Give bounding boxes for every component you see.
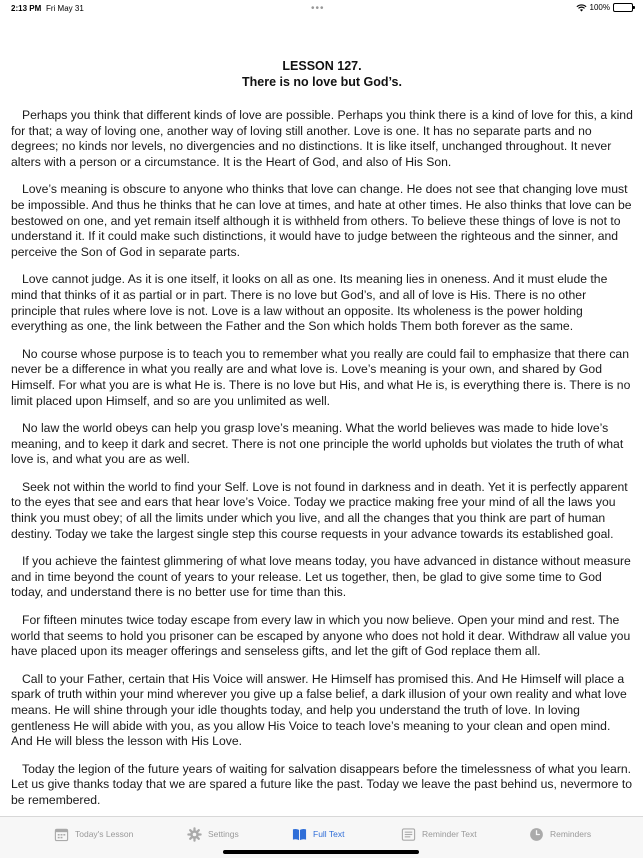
lesson-paragraph: If you achieve the faintest glimmering of what love means today, you have advanced in distance without measure and in time beyond the count of years to your release. Let us together, then, be glad to give some time to God today, and understand there is no better use for time than this. bbox=[11, 554, 631, 600]
gear-icon bbox=[187, 827, 202, 842]
lesson-paragraph: No course whose purpose is to teach you to remember what you really are could fail to emphasize that there can never be a difference in what you really are and what love is. Love’s meaning is your own, and shared by God Himself. For what you are is what He is. There is no love but His, and what He is, is everything there is. There is no limit placed upon Himself, and so are you unlimited as well. bbox=[11, 346, 631, 408]
status-date: Fri May 31 bbox=[46, 4, 84, 13]
document-icon bbox=[401, 827, 416, 842]
tab-full-text[interactable] bbox=[292, 825, 345, 843]
home-indicator[interactable] bbox=[223, 850, 419, 854]
book-icon bbox=[292, 827, 307, 842]
lesson-number: LESSON 127. bbox=[282, 59, 362, 73]
tab-reminder-text[interactable] bbox=[401, 825, 477, 843]
tab-label: Settings bbox=[208, 829, 239, 839]
tab-reminders[interactable] bbox=[529, 825, 591, 843]
status-bar bbox=[0, 0, 643, 18]
lesson-title: There is no love but God’s. bbox=[242, 75, 402, 89]
lesson-paragraph: Seek not within the world to find your Self. Love is not found in darkness and in death. Yet it is perfectly apparent to the eyes that see and ears that hear love’s Voice. Today we practice making free your mind of all the laws you think you must obey; of all the limits under which you live, and all the changes that you think are part of human destiny. Today we take the largest single step this course requests in your advance towards its established goal. bbox=[11, 479, 628, 541]
multitasking-dots-icon[interactable]: ••• bbox=[311, 3, 325, 14]
wifi-icon bbox=[576, 4, 587, 12]
tab-label: Full Text bbox=[313, 829, 345, 839]
lesson-paragraph: Call to your Father, certain that His Voice will answer. He Himself has promised this. And He Himself will place a spark of truth within your mind wherever you give up a false belief, a dark illusion of your own reality and what love means. He will shine through your idle thoughts today, and help you understand the truth of love. In loving gentleness He will abide with you, as you allow His Voice to teach love’s meaning to your clean and open mind. And He will bless the lesson with His Love. bbox=[11, 671, 627, 749]
lesson-header bbox=[11, 58, 633, 90]
tab-label: Reminder Text bbox=[422, 829, 477, 839]
battery-icon bbox=[613, 3, 633, 12]
tab-label: Today's Lesson bbox=[75, 829, 134, 839]
calendar-icon bbox=[54, 827, 69, 842]
lesson-paragraph: For fifteen minutes twice today escape from every law in which you now believe. Open your mind and rest. The world that seems to hold you prisoner can be escaped by anyone who does not hold it dear. Withdraw all value you have placed upon its meager offerings and senseless gifts, and let the gift of God replace them all. bbox=[11, 613, 631, 659]
tab-bar bbox=[0, 816, 643, 858]
lesson-paragraph: No law the world obeys can help you grasp love’s meaning. What the world believes was made to hide love’s meaning, and to keep it dark and secret. There is not one principle the world upholds but violates the truth of what love is, and what you are as well. bbox=[11, 421, 624, 467]
status-time: 2:13 PM bbox=[11, 4, 42, 13]
tab-todays-lesson[interactable] bbox=[54, 825, 133, 843]
tab-label: Reminders bbox=[550, 829, 592, 839]
clock-icon bbox=[529, 827, 544, 842]
lesson-paragraph: Love cannot judge. As it is one itself, it looks on all as one. Its meaning lies in oneness. And it must elude the mind that thinks of it as partial or in part. There is no love but God’s, and all of love is His. There is no other principle that rules where love is not. Love is a law without an opposite. Its wholeness is the power holding everything as one, the link between the Father and the Son which holds Them both forever as the same. bbox=[11, 272, 608, 334]
lesson-content[interactable] bbox=[11, 58, 633, 818]
tab-settings[interactable] bbox=[187, 825, 239, 843]
battery-percent: 100% bbox=[589, 3, 610, 12]
status-right bbox=[576, 3, 633, 12]
lesson-paragraph: Perhaps you think that different kinds of love are possible. Perhaps you think there is a kind of love for this, a kind for that; a way of loving one, another way of loving still another. Love is one. It has no separate parts and no degrees; no kinds nor levels, no divergencies and no distinctions. It is like itself, unchanged throughout. It never alters with a person or a circumstance. It is the Heart of God, and also of His Son. bbox=[11, 108, 633, 169]
lesson-paragraph: Today the legion of the future years of waiting for salvation disappears before the timelessness of what you learn. Let us give thanks today that we are spared a future like the past. Today we leave the past behind us, nevermore to be remembered. bbox=[11, 761, 633, 807]
lesson-paragraph: Love’s meaning is obscure to anyone who thinks that love can change. He does not see that changing love must be impossible. And thus he thinks that he can love at times, and hate at other times. He also thinks that love can be bestowed on one, and yet remain itself although it is withheld from others. To believe these things of love is not to understand it. If it could make such distinctions, it would have to judge between the righteous and the sinner, and perceive the Son of God in separate parts. bbox=[11, 182, 632, 259]
